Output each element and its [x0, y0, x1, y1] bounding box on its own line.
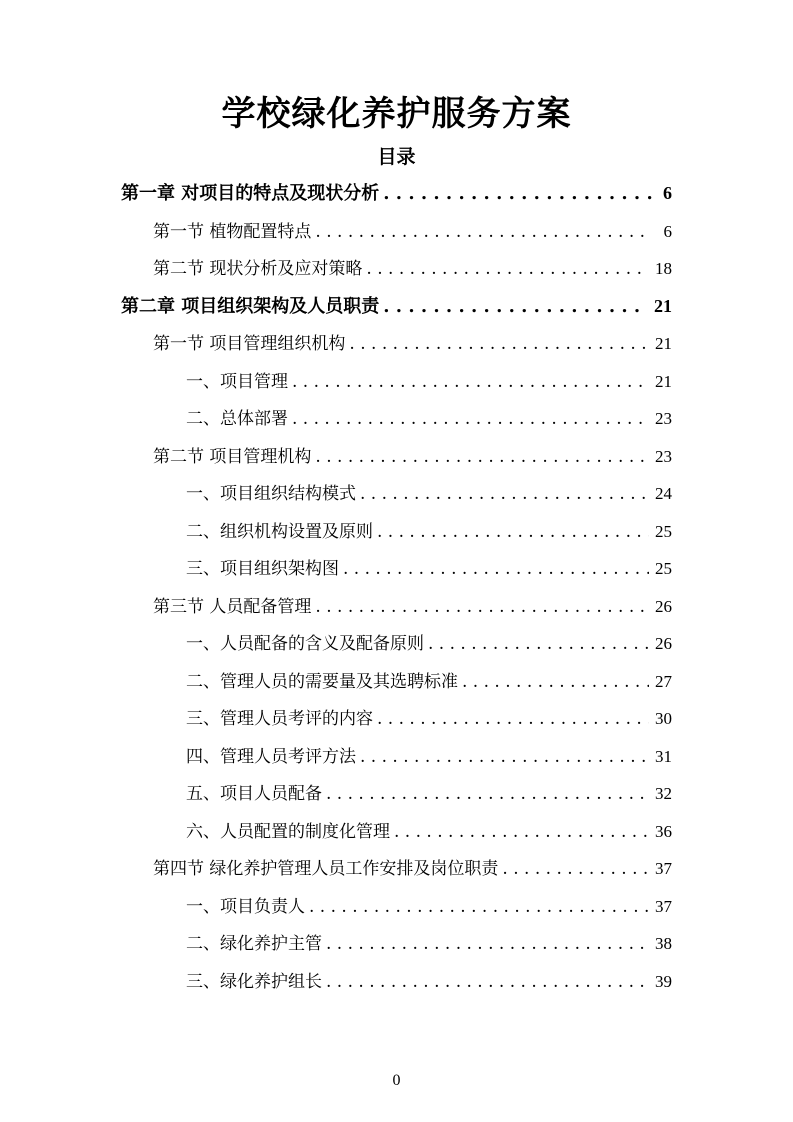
toc-entry-page-number: 25	[655, 521, 672, 541]
toc-entry-label: 一、项目管理	[186, 371, 288, 392]
toc-entry-label: 四、管理人员考评方法	[186, 746, 356, 767]
toc-dot-leader	[326, 776, 649, 813]
toc-entry-label: 第一章 对项目的特点及现状分析	[121, 183, 380, 204]
toc-entry-page-number: 21	[655, 334, 672, 353]
toc-entry-page-number: 23	[655, 446, 672, 466]
toc-entry-page-number: 39	[655, 971, 672, 991]
toc-entry-page-number: 6	[663, 221, 672, 241]
toc-entry-label: 第一节 植物配置特点	[153, 221, 312, 242]
toc-entry-page-number: 21	[655, 371, 672, 391]
toc-entry-label: 一、项目组织结构模式	[186, 484, 356, 504]
toc-entry-page-number: 27	[655, 671, 672, 691]
toc-dot-leader	[315, 589, 649, 626]
toc-dot-leader	[315, 439, 649, 476]
toc-entry-label: 第二章 项目组织架构及人员职责	[121, 295, 380, 317]
toc-subsection-entry[interactable]	[186, 963, 672, 1000]
toc-section-entry[interactable]	[153, 325, 672, 362]
toc-dot-leader	[366, 251, 649, 288]
toc-entry-page-number: 26	[655, 596, 672, 616]
toc-subsection-entry[interactable]	[186, 550, 672, 587]
toc-entry-label: 第二节 现状分析及应对策略	[153, 259, 363, 279]
toc-dot-leader	[383, 288, 648, 325]
toc-section-entry[interactable]	[153, 850, 672, 887]
toc-heading: 目录	[377, 146, 416, 168]
toc-subsection-entry[interactable]	[186, 738, 672, 775]
toc-subsection-entry[interactable]	[186, 513, 672, 550]
toc-entry-page-number: 6	[663, 183, 672, 203]
toc-dot-leader	[360, 739, 649, 776]
toc-dot-leader	[360, 476, 649, 513]
toc-entry-label: 第二节 项目管理机构	[153, 446, 312, 467]
toc-entry-page-number: 32	[655, 784, 672, 803]
toc-entry-label: 一、人员配备的含义及配备原则	[186, 634, 424, 654]
toc-dot-leader	[292, 364, 649, 401]
toc-dot-leader	[326, 926, 649, 963]
toc-section-entry[interactable]	[153, 250, 672, 287]
toc-entry-page-number: 18	[655, 259, 672, 278]
toc-dot-leader	[349, 326, 649, 363]
toc-entry-label: 六、人员配置的制度化管理	[186, 821, 390, 842]
page-number: 0	[392, 1072, 401, 1089]
toc-entry-label: 第三节 人员配备管理	[153, 596, 312, 617]
toc-dot-leader	[309, 889, 649, 926]
toc-dot-leader	[343, 551, 649, 588]
document-title: 学校绿化养护服务方案	[221, 94, 572, 134]
toc-entry-label: 三、管理人员考评的内容	[186, 709, 373, 729]
toc-section-entry[interactable]	[153, 213, 672, 250]
toc-entry-label: 三、项目组织架构图	[186, 559, 339, 579]
toc-entry-label: 五、项目人员配备	[186, 784, 322, 804]
toc-dot-leader	[502, 851, 649, 888]
toc-subsection-entry[interactable]	[186, 700, 672, 737]
toc-entry-label: 二、总体部署	[186, 409, 288, 429]
toc-entry-label: 二、管理人员的需要量及其选聘标准	[186, 671, 458, 692]
toc-entry-page-number: 30	[655, 709, 672, 728]
toc-subsection-entry[interactable]	[186, 475, 672, 512]
toc-entry-page-number: 23	[655, 409, 672, 428]
toc-entry-label: 二、绿化养护主管	[186, 934, 322, 954]
toc-entry-page-number: 21	[654, 295, 672, 316]
toc-subsection-entry[interactable]	[186, 625, 672, 662]
toc-entry-page-number: 38	[655, 934, 672, 953]
toc-dot-leader	[394, 814, 649, 851]
toc-dot-leader	[326, 964, 649, 1001]
toc-dot-leader	[315, 214, 652, 251]
toc-subsection-entry[interactable]	[186, 400, 672, 437]
toc-entry-page-number: 36	[655, 821, 672, 841]
toc-subsection-entry[interactable]	[186, 888, 672, 925]
toc-dot-leader	[377, 514, 649, 551]
toc-entry-label: 三、绿化养护组长	[186, 971, 322, 992]
toc-subsection-entry[interactable]	[186, 775, 672, 812]
toc-entry-page-number: 24	[655, 484, 672, 503]
toc-dot-leader	[292, 401, 649, 438]
toc-entry-page-number: 26	[655, 634, 672, 653]
toc-entry-label: 第一节 项目管理组织机构	[153, 334, 346, 354]
toc-dot-leader	[377, 701, 649, 738]
toc-entry-page-number: 31	[655, 746, 672, 766]
toc-entry-label: 一、项目负责人	[186, 896, 305, 917]
toc-subsection-entry[interactable]	[186, 925, 672, 962]
toc-dot-leader	[383, 175, 652, 212]
toc-chapter-entry[interactable]	[121, 288, 672, 325]
toc-section-entry[interactable]	[153, 438, 672, 475]
toc-subsection-entry[interactable]	[186, 663, 672, 700]
toc-dot-leader	[428, 626, 649, 663]
toc-chapter-entry[interactable]	[121, 175, 672, 212]
toc-entry-label: 二、组织机构设置及原则	[186, 521, 373, 542]
toc-entry-page-number: 25	[655, 559, 672, 578]
toc-subsection-entry[interactable]	[186, 813, 672, 850]
toc-dot-leader	[462, 664, 649, 701]
toc-entry-label: 第四节 绿化养护管理人员工作安排及岗位职责	[153, 859, 499, 879]
toc-section-entry[interactable]	[153, 588, 672, 625]
toc-subsection-entry[interactable]	[186, 363, 672, 400]
toc-entry-page-number: 37	[655, 859, 672, 878]
toc-entry-page-number: 37	[655, 896, 672, 916]
